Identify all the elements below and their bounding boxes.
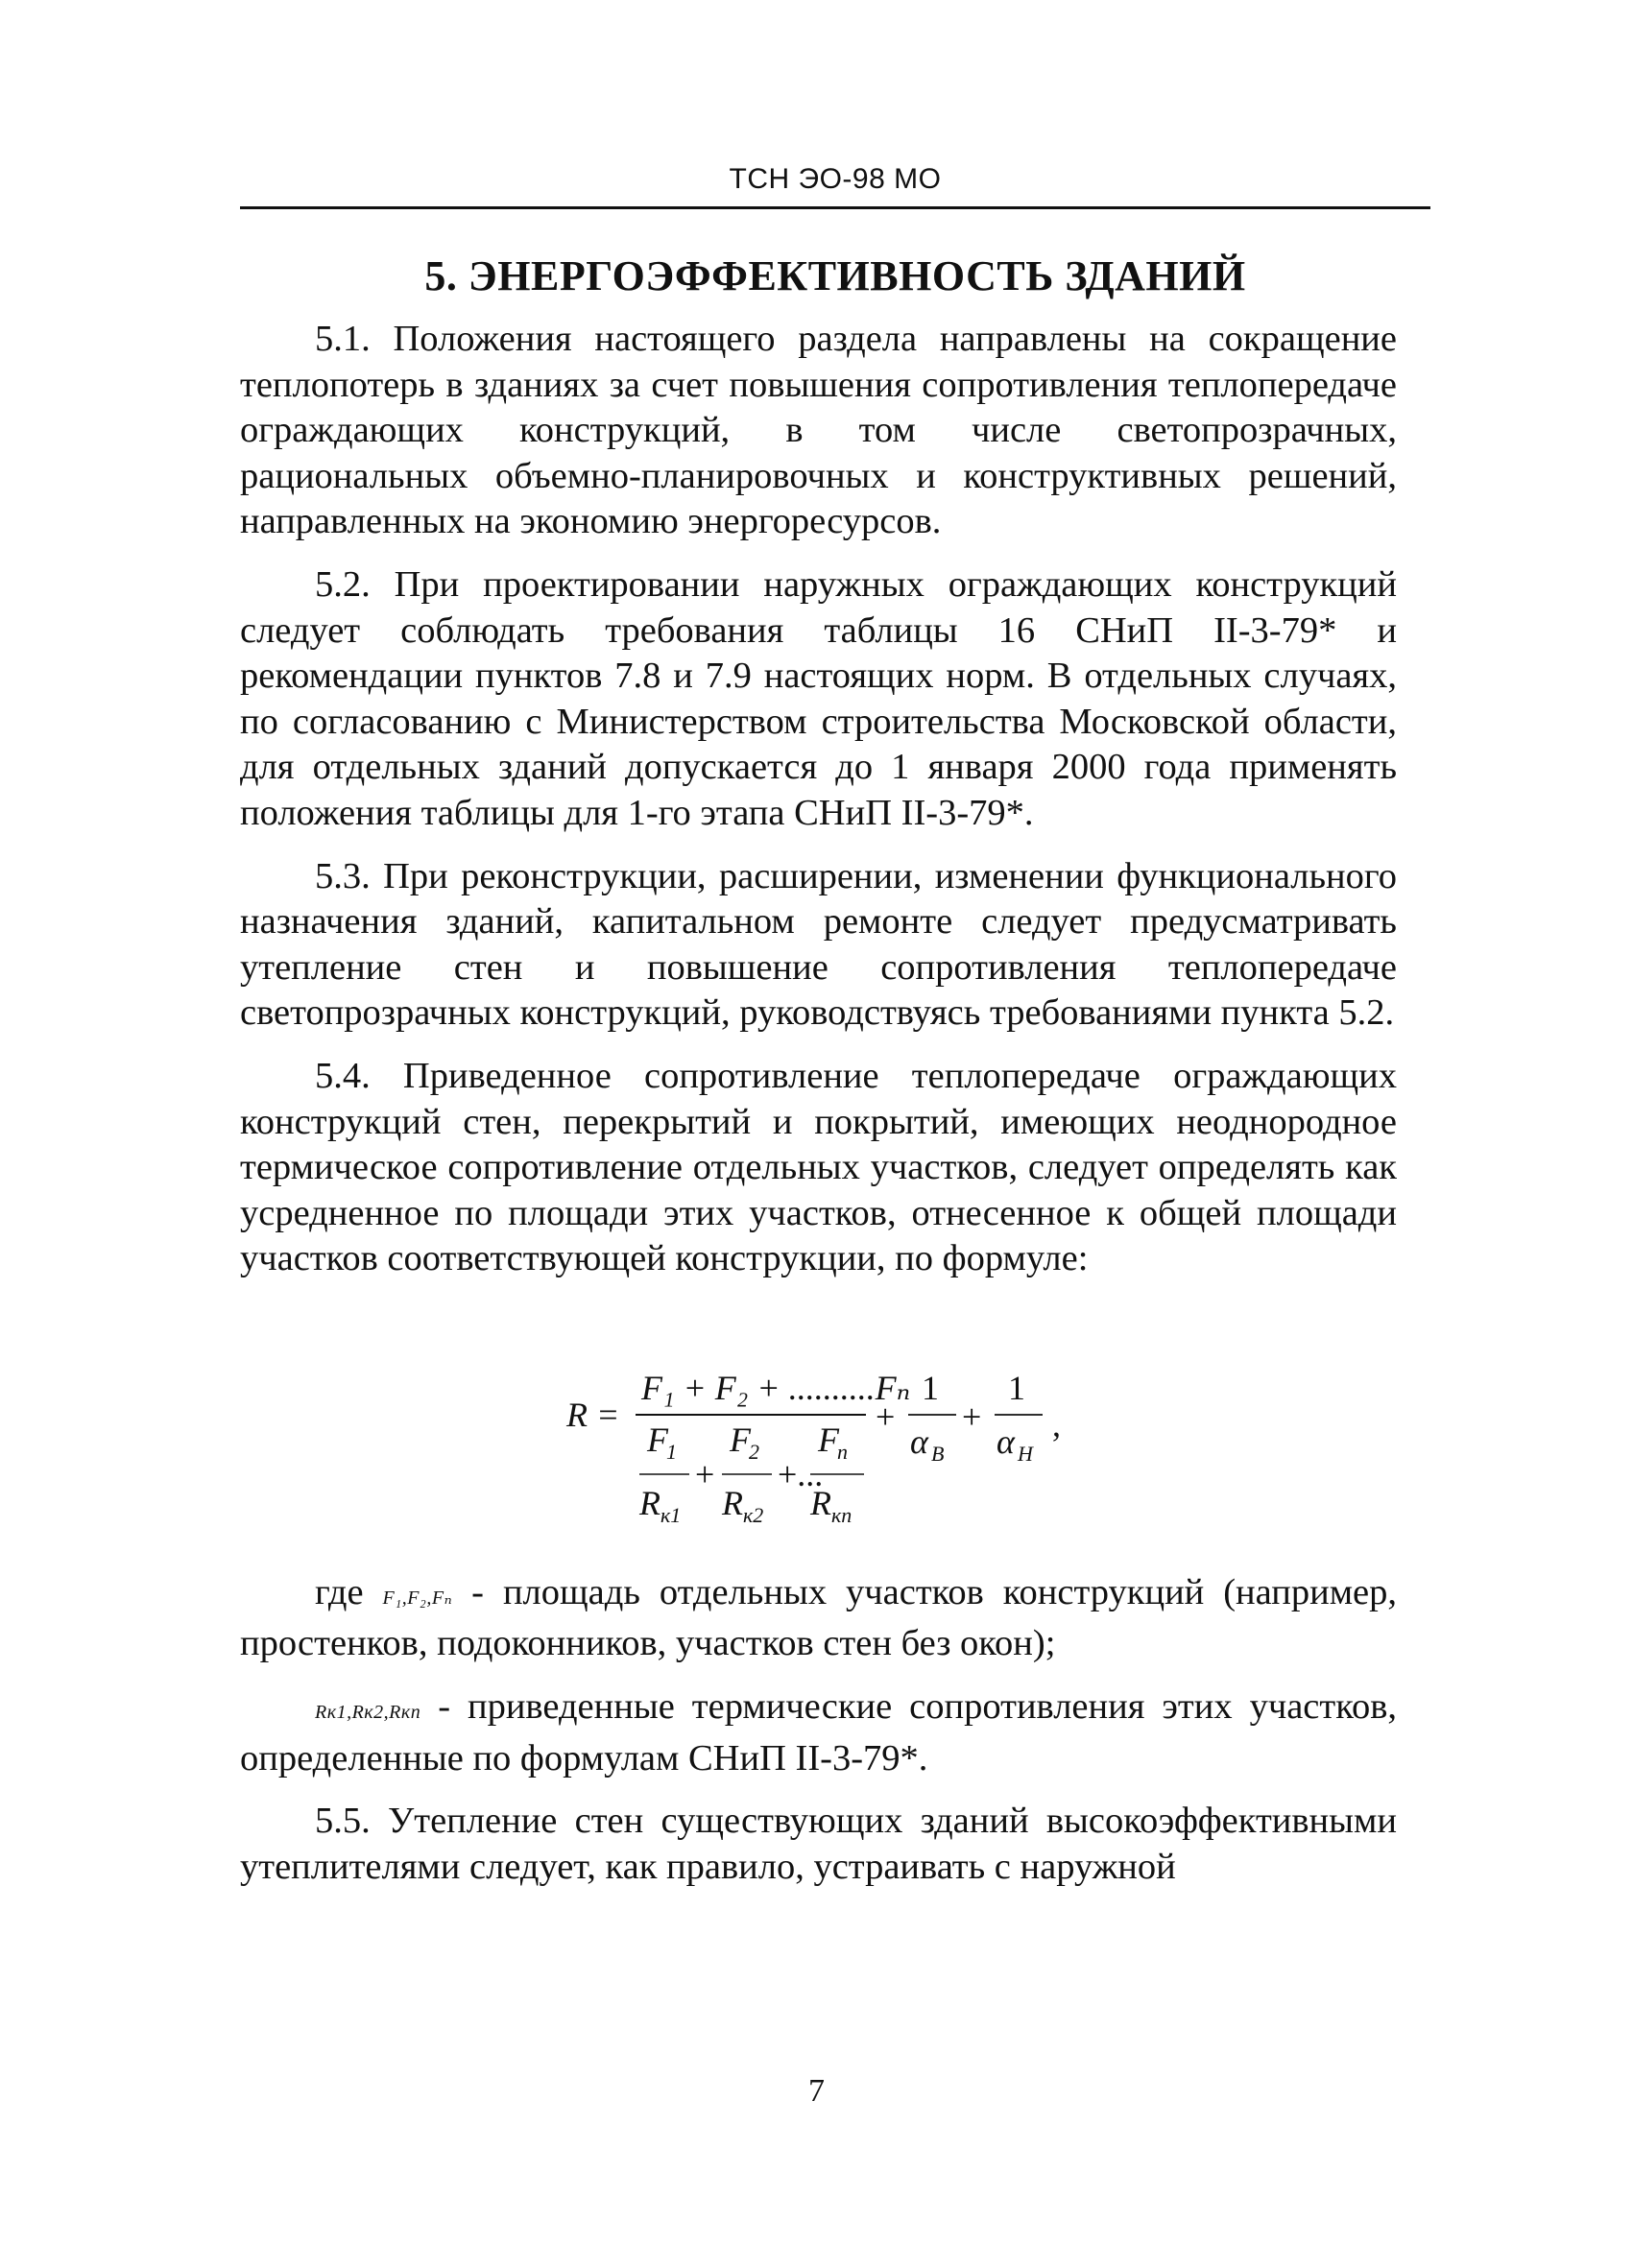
definition-areas-text: - площадь отдельных участков конструкций (например, простенков, подоконников, участков стен без окон); (240, 1571, 1398, 1664)
area-symbols: F₁,F₂,Fₙ (382, 1587, 453, 1609)
definition-lead: где (315, 1571, 364, 1612)
formula-numerator: F₁ + F₂ + ..........Fₙ (641, 1368, 911, 1407)
den-term-2-num: F (730, 1420, 751, 1459)
paragraph-5-2: 5.2. При проектировании наружных ограждающих конструкций следует соблюдать требования таблицы 16 СНиП II-3-79* и рекомендации пунктов 7.8 и 7.9 настоящих норм. В отдельных случаях, по согласованию с Министерством строительства Московской области, для отдельных зданий допускается до 1 января 2000 года применять положения таблицы для 1-го этапа СНиП II-3-79*. (240, 563, 1397, 833)
den-term-n-den: R (810, 1483, 831, 1522)
den-term-2-den: R (722, 1483, 743, 1522)
alpha-h-sub: Н (1018, 1441, 1033, 1466)
definition-resistances (240, 1684, 1397, 1781)
den-term-2-den-sub: к2 (743, 1502, 764, 1527)
den-plus-dots: +... (778, 1454, 824, 1493)
alpha-b-one: 1 (922, 1368, 939, 1407)
definition-areas (240, 1570, 1397, 1667)
formula-plus-1: + (876, 1397, 896, 1436)
alpha-b: α (910, 1421, 928, 1461)
page-number: 7 (808, 2073, 825, 2109)
resistance-formula (240, 1351, 1397, 1534)
den-term-n-num: F (818, 1420, 839, 1459)
formula-svg (566, 1351, 1104, 1534)
alpha-b-sub: В (931, 1441, 945, 1466)
running-header: ТСН ЭО-98 МО (729, 163, 942, 195)
paragraph-5-4: 5.4. Приведенное сопротивление теплопередаче ограждающих конструкций стен, перекрытий и покрытий, имеющих неоднородное термическое сопротивление отдельных участков, следует определять как усредненное по площади этих участков, отнесенное к общей площади участков соответствующей конструкции, по формуле: (240, 1055, 1397, 1279)
den-term-1-den: R (639, 1483, 660, 1522)
formula-plus-2: + (962, 1397, 982, 1436)
header-divider (240, 206, 1430, 209)
paragraph-5-1: 5.1. Положения настоящего раздела направлены на сокращение теплопотерь в зданиях за счет повышения сопротивления теплопередаче ограждающих конструкций, в том числе светопрозрачных, рациональных объемно-планировочных и конструктивных решений, направленных на экономию энергоресурсов. (240, 319, 1397, 542)
den-term-n-den-sub: кn (831, 1502, 853, 1527)
den-term-2-num-sub: 2 (749, 1439, 759, 1464)
formula-comma: , (1052, 1404, 1061, 1444)
section-title: 5. ЭНЕРГОЭФФЕКТИВНОСТЬ ЗДАНИЙ (424, 252, 1246, 299)
den-term-n-num-sub: n (837, 1439, 848, 1464)
den-term-1-num: F (647, 1420, 668, 1459)
definition-resistances-text: - приведенные термические сопротивления этих участков, определенные по формулам СНиП II-3-79*. (240, 1686, 1397, 1779)
alpha-h-one: 1 (1008, 1368, 1025, 1407)
resistance-symbols: Rк1,Rк2,Rкn (315, 1702, 421, 1724)
paragraph-5-5: 5.5. Утепление стен существующих зданий высокоэффективными утеплителями следует, как правило, устраивать с наружной (240, 1801, 1397, 1887)
alpha-h: α (997, 1421, 1015, 1461)
den-term-1-den-sub: к1 (660, 1502, 682, 1527)
paragraph-5-3: 5.3. При реконструкции, расширении, изменении функционального назначения зданий, капитальном ремонте следует предусматривать утепление стен и повышение сопротивления теплопередаче светопрозрачных конструкций, руководствуясь требованиями пункта 5.2. (240, 855, 1397, 1034)
formula-lhs: R = (566, 1395, 620, 1434)
page-body (240, 317, 1397, 1890)
den-plus-1: + (695, 1454, 715, 1493)
den-term-1-num-sub: 1 (666, 1439, 677, 1464)
